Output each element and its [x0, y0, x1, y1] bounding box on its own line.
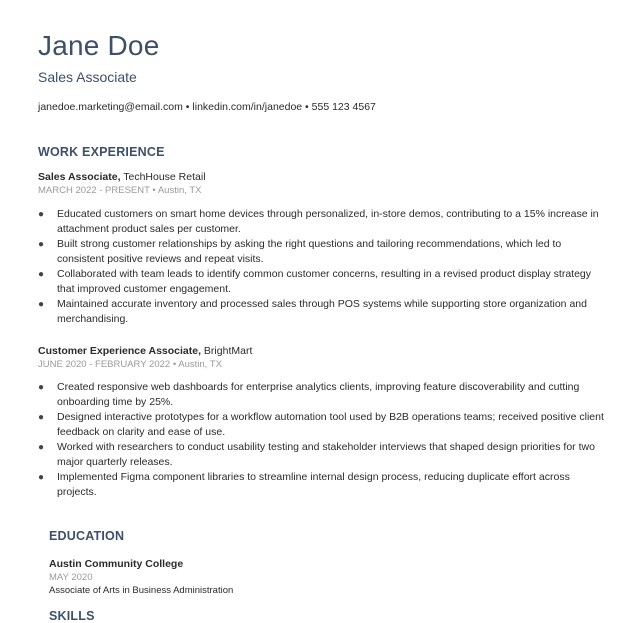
bullet-text: Built strong customer relationships by asking the right questions and tailoring recommendations, which led to consistent positive reviews and repeat visits. — [57, 238, 562, 265]
bullet-icon: ● — [38, 412, 45, 423]
job-meta-2: JUNE 2020 - FEBRUARY 2022 • Austin, TX — [38, 359, 222, 370]
job-title-1 — [38, 171, 206, 183]
bullet-icon: ● — [38, 472, 45, 483]
bullet-text: Designed interactive prototypes for a workflow automation tool used by B2B operations teams; received positive client feedback on clarity and ease of use. — [57, 411, 604, 438]
candidate-name: Jane Doe — [38, 30, 160, 61]
job-company: BrightMart — [201, 345, 253, 357]
job-meta-1: MARCH 2022 - PRESENT • Austin, TX — [38, 185, 202, 196]
bullet-text: Maintained accurate inventory and processed sales through POS systems while supporting store organization and merchandising. — [57, 298, 587, 325]
bullet-text: Worked with researchers to conduct usability testing and stakeholder interviews that shaped design priorities for two major quarterly releases. — [57, 441, 595, 468]
list-item — [38, 207, 608, 237]
skills-heading: SKILLS — [49, 609, 95, 623]
bullet-icon: ● — [38, 239, 45, 250]
bullet-icon: ● — [38, 442, 45, 453]
job-bullets-2 — [38, 380, 608, 500]
bullet-icon: ● — [38, 382, 45, 393]
job-company: TechHouse Retail — [120, 171, 206, 183]
job-role: Customer Experience Associate, — [38, 345, 202, 357]
education-heading: EDUCATION — [49, 529, 125, 543]
education-school: Austin Community College — [49, 558, 184, 570]
bullet-icon: ● — [38, 299, 45, 310]
bullet-text: Created responsive web dashboards for enterprise analytics clients, improving feature discoverability and cutting onboarding time by 25%. — [57, 381, 580, 408]
education-date: MAY 2020 — [49, 572, 93, 583]
list-item — [38, 410, 608, 440]
job-title-2 — [38, 345, 252, 357]
job-role: Sales Associate, — [38, 171, 121, 183]
candidate-title: Sales Associate — [38, 69, 137, 85]
list-item — [38, 440, 608, 470]
contact-line: janedoe.marketing@email.com • linkedin.com/in/janedoe • 555 123 4567 — [38, 101, 376, 113]
list-item — [38, 297, 608, 327]
education-degree: Associate of Arts in Business Administration — [49, 585, 234, 596]
job-bullets-1 — [38, 207, 608, 327]
bullet-icon: ● — [38, 269, 45, 280]
work-experience-heading: WORK EXPERIENCE — [38, 145, 165, 159]
bullet-text: Implemented Figma component libraries to streamline internal design process, reducing duplicate effort across projects. — [57, 471, 570, 498]
list-item — [38, 237, 608, 267]
list-item — [38, 380, 608, 410]
bullet-icon: ● — [38, 209, 45, 220]
list-item — [38, 470, 608, 500]
list-item — [38, 267, 608, 297]
bullet-text: Collaborated with team leads to identify common customer concerns, resulting in a revised product display strategy that improved customer engagement. — [57, 268, 592, 295]
bullet-text: Educated customers on smart home devices through personalized, in-store demos, contributing to a 15% increase in attachment product sales per customer. — [57, 208, 599, 235]
